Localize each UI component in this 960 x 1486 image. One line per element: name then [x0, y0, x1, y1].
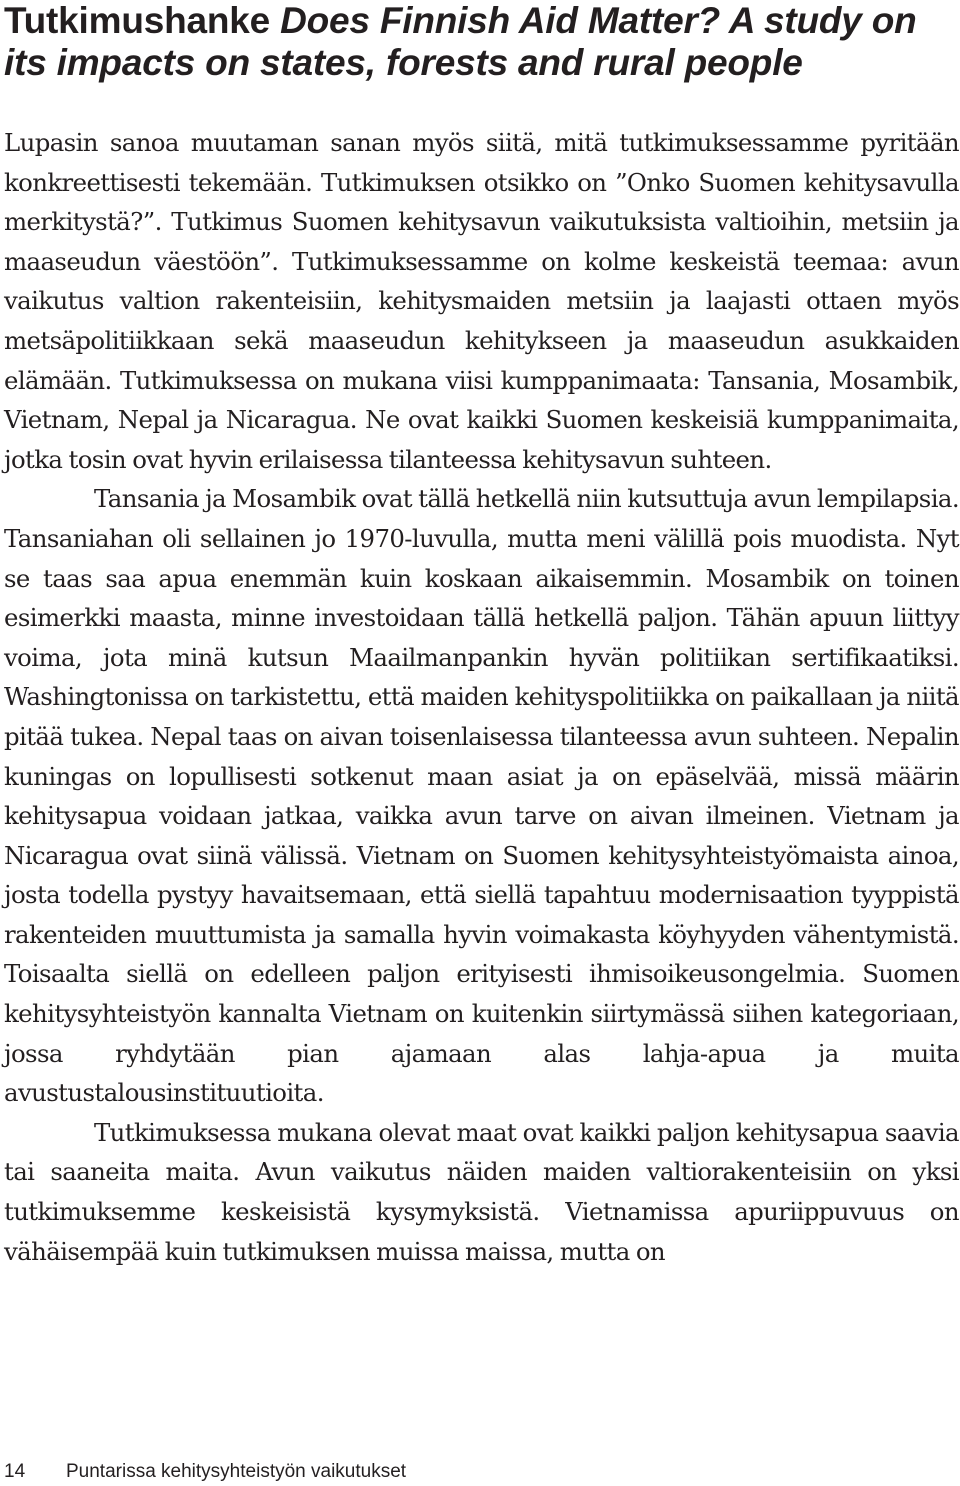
title-prefix: Tutkimushanke — [4, 0, 281, 41]
page-footer — [4, 1460, 406, 1484]
body-text — [4, 123, 959, 1271]
section-title — [4, 0, 954, 84]
running-title: Puntarissa kehitysyhteistyön vaikutukset — [66, 1461, 407, 1482]
paragraph-2: Tansania ja Mosambik ovat tällä hetkellä niin kutsuttuja avun lempilapsia. Tansaniahan oli sellainen jo 1970-luvulla, mutta meni välillä pois muodista. Nyt se taas saa apua enemmän kuin koskaan aikaisemmin. Mosambik on toinen esimerkki maasta, minne investoidaan tällä hetkellä paljon. Tähän apuun liittyy voima, jota minä kutsun Maailmanpankin hyvän politiikan sertifikaatiksi. Washingtonissa on tarkistettu, että maiden kehityspolitiikka on paikallaan ja niitä pitää tukea. Nepal taas on aivan toisenlaisessa tilanteessa avun suhteen. Nepalin kuningas on lopullisesti sotkenut maan asiat ja on epäselvää, missä määrin kehitysapua voidaan jatkaa, vaikka avun tarve on aivan ilmeinen. Vietnam ja Nicaragua ovat siinä välissä. Vietnam on Suomen kehitysyhteistyömaista ainoa, josta todella pystyy havaitsemaan, että siellä tapahtuu modernisaation tyyppistä rakenteiden muuttumista ja samalla hyvin voimakasta köyhyyden vähentymistä. Toisaalta siellä on edelleen paljon erityisesti ihmisoikeusongelmia. Suomen kehitysyhteistyön kannalta Vietnam on kuitenkin siirtymässä siihen kategoriaan, jossa ryhdytään pian ajamaan alas lahja-apua ja muita avustustalousinstituutioita. — [4, 484, 959, 1108]
page-number: 14 — [4, 1461, 26, 1482]
title-italic: Does Finnish Aid Matter? A study on its impacts on states, forests and rural people — [4, 0, 917, 83]
paragraph-1: Lupasin sanoa muutaman sanan myös siitä, mitä tutkimuksessamme pyritään konkreettisesti tekemään. Tutkimuksen otsikko on ”Onko Suomen kehitysavulla merkitystä?”. Tutkimus Suomen kehitysavun vaikutuksista valtioihin, metsiin ja maaseudun väestöön”. Tutkimuksessamme on kolme keskeistä teemaa: avun vaikutus valtion rakenteisiin, kehitysmaiden metsiin ja laajasti ottaen myös metsäpolitiikkaan sekä maaseudun kehitykseen ja maaseudun asukkaiden elämään. Tutkimuksessa on mukana viisi kumppanimaata: Tansania, Mosambik, Vietnam, Nepal ja Nicaragua. Ne ovat kaikki Suomen keskeisiä kumppanimaita, jotka tosin ovat hyvin erilaisessa tilanteessa kehitysavun suhteen. — [4, 128, 959, 474]
paragraph-3: Tutkimuksessa mukana olevat maat ovat kaikki paljon kehitysapua saavia tai saaneita maita. Avun vaikutus näiden maiden valtiorakenteisiin on yksi tutkimuksemme keskeisistä kysymyksistä. Vietnamissa apuriippuvuus on vähäisempää kuin tutkimuksen muissa maissa, mutta on — [4, 1117, 959, 1266]
